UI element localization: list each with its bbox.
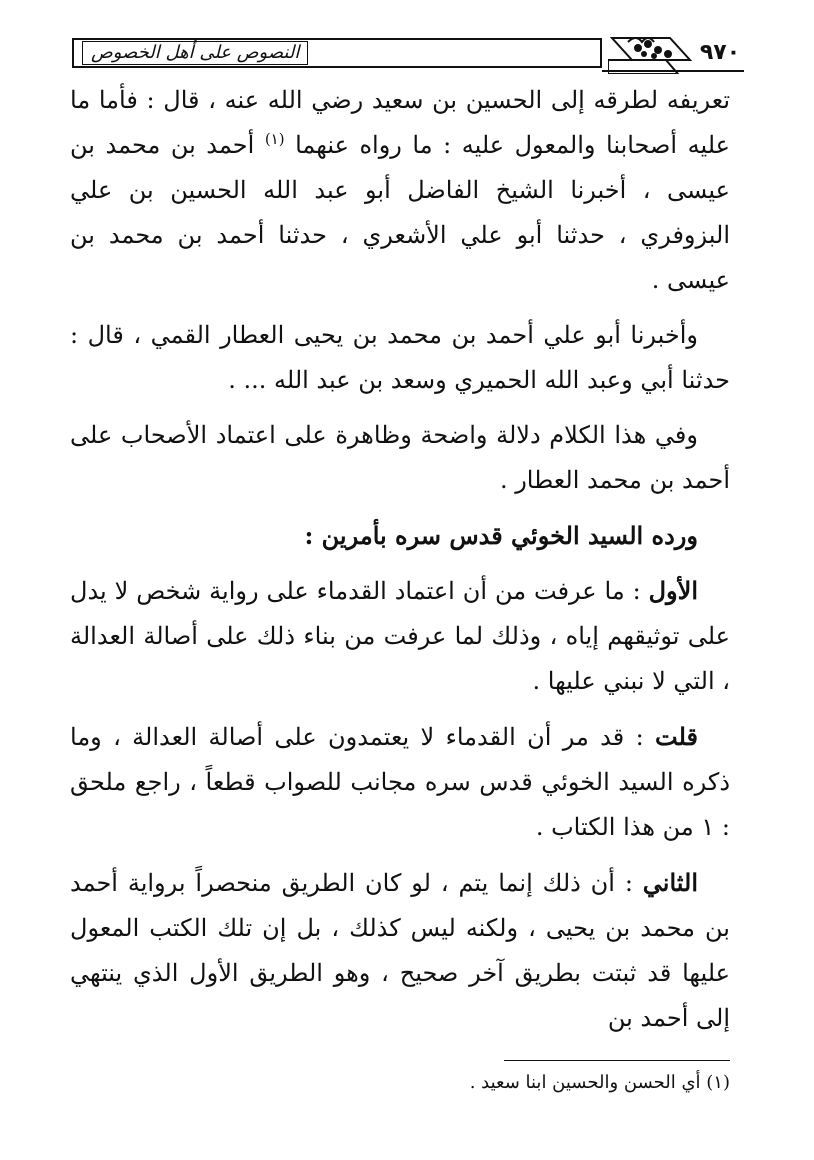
paragraph-first-point-text: : ما عرفت من أن اعتماد القدماء على رواية شخص لا يدل على توثيقهم إياه ، وذلك لما عرفت من بناء ذلك على أصالة العدالة ، التي لا نبني عليها . [70, 577, 730, 695]
paragraph-1 [70, 78, 730, 303]
body-text [70, 78, 730, 1051]
paragraph-qult-text: : قد مر أن القدماء لا يعتمدون على أصالة العدالة ، وما ذكره السيد الخوئي قدس سره مجانب للصواب قطعاً ، راجع ملحق : ١ من هذا الكتاب . [70, 723, 730, 841]
header-rule [602, 70, 744, 72]
footnote: (١) أي الحسن والحسين ابنا سعيد . [469, 1072, 730, 1093]
page-header [72, 26, 744, 78]
book-title-frame [72, 38, 602, 68]
paragraph-first-point [70, 568, 730, 704]
section-heading: ورده السيد الخوئي قدس سره بأمرين : [304, 521, 698, 550]
footnote-ref[interactable]: (١) [264, 130, 285, 148]
page-number: ٩٧٠ [699, 40, 741, 65]
lead-first: الأول [648, 576, 698, 605]
floral-ornament-icon [608, 30, 694, 74]
paragraph-second-point [70, 860, 730, 1041]
book-title: النصوص على أهل الخصوص [82, 41, 308, 65]
paragraph-second-point-text: : أن ذلك إنما يتم ، لو كان الطريق منحصراً برواية أحمد بن محمد بن يحيى ، ولكنه ليس كذلك ، بل إن تلك الكتب المعول عليها قد ثبتت بطريق آخر صحيح ، وهو الطريق الأول الذي ينتهي إلى أحمد بن [70, 869, 730, 1032]
lead-second: الثاني [642, 868, 698, 897]
paragraph-qult [70, 714, 730, 850]
paragraph-1-text: تعريفه لطرقه إلى الحسين بن سعيد رضي الله عنه ، قال : فأما ما عليه أصحابنا والمعول عليه : ما رواه عنهما [70, 86, 730, 159]
lead-qult: قلت [655, 722, 698, 751]
paragraph-2: وأخبرنا أبو علي أحمد بن محمد بن يحيى العطار القمي ، قال : حدثنا أبي وعبد الله الحميري وسعد بن عبد الله ... . [70, 321, 730, 394]
paragraph-3: وفي هذا الكلام دلالة واضحة وظاهرة على اعتماد الأصحاب على أحمد بن محمد العطار . [70, 421, 730, 494]
footnote-rule [504, 1060, 730, 1061]
paragraph-1-text-after: أحمد بن محمد بن عيسى ، أخبرنا الشيخ الفاضل أبو عبد الله الحسين بن علي البزوفري ، حدثنا أبو علي الأشعري ، حدثنا أحمد بن محمد بن عيسى . [70, 131, 730, 294]
